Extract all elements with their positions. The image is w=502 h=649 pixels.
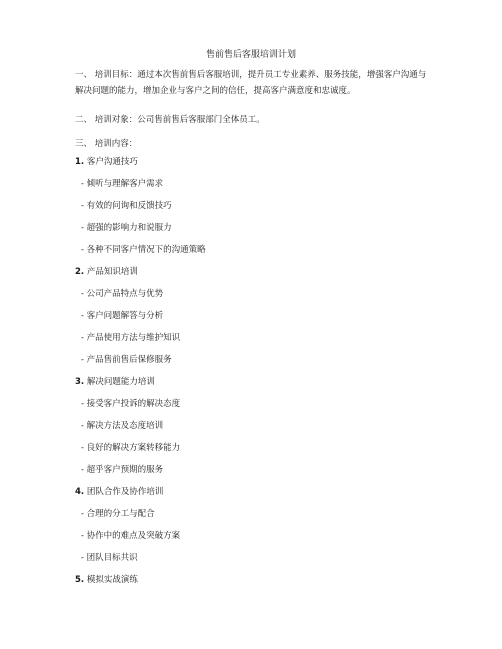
list-item: - 良好的解决方案转移能力 (81, 443, 181, 453)
list-item: - 公司产品特点与优势 (81, 289, 164, 299)
list-item: - 合理的分工与配合 (81, 509, 155, 519)
section-title: 模拟实战演练 (84, 575, 138, 585)
section-heading (75, 488, 163, 497)
section-title: 解决问题能力培训 (84, 377, 155, 387)
section-title: 团队合作及协作培训 (84, 487, 164, 497)
section-number: 2. (75, 267, 85, 277)
list-item: - 客户问题解答与分析 (81, 311, 164, 321)
section-title: 产品知识培训 (84, 267, 138, 277)
section-title: 客户沟通技巧 (84, 157, 138, 167)
list-item: - 解决方法及态度培训 (81, 421, 164, 431)
list-item: - 各种不同客户情况下的沟通策略 (81, 245, 206, 255)
content-heading: 三、 培训内容： (75, 139, 138, 149)
section-heading (75, 576, 138, 585)
list-item: - 有效的问询和反馈技巧 (81, 201, 172, 211)
list-item: - 接受客户投诉的解决态度 (81, 399, 181, 409)
list-item: - 团队目标共识 (81, 553, 138, 563)
objective-paragraph: 一、 培训目标：通过本次售前售后客服培训，提升员工专业素养、服务技能，增强客户沟通与解决问题的能力，增加企业与客户之间的信任，提高客户满意度和忠诚度。 (75, 70, 427, 96)
section-number: 5. (75, 575, 85, 585)
list-item: - 产品售前售后保修服务 (81, 355, 172, 365)
section-heading (75, 378, 155, 387)
section-heading (75, 158, 138, 167)
section-number: 3. (75, 377, 85, 387)
list-item: - 协作中的难点及突破方案 (81, 531, 181, 541)
audience-paragraph: 二、 培训对象：公司售前售后客服部门全体员工。 (75, 115, 265, 125)
list-item: - 产品使用方法与维护知识 (81, 333, 181, 343)
section-heading (75, 268, 138, 277)
section-number: 1. (75, 157, 85, 167)
section-number: 4. (75, 487, 85, 497)
list-item: - 倾听与理解客户需求 (81, 179, 164, 189)
list-item: - 超乎客户预期的服务 (81, 465, 164, 475)
list-item: - 超强的影响力和说服力 (81, 223, 172, 233)
document-title: 售前售后客服培训计划 (205, 50, 296, 60)
